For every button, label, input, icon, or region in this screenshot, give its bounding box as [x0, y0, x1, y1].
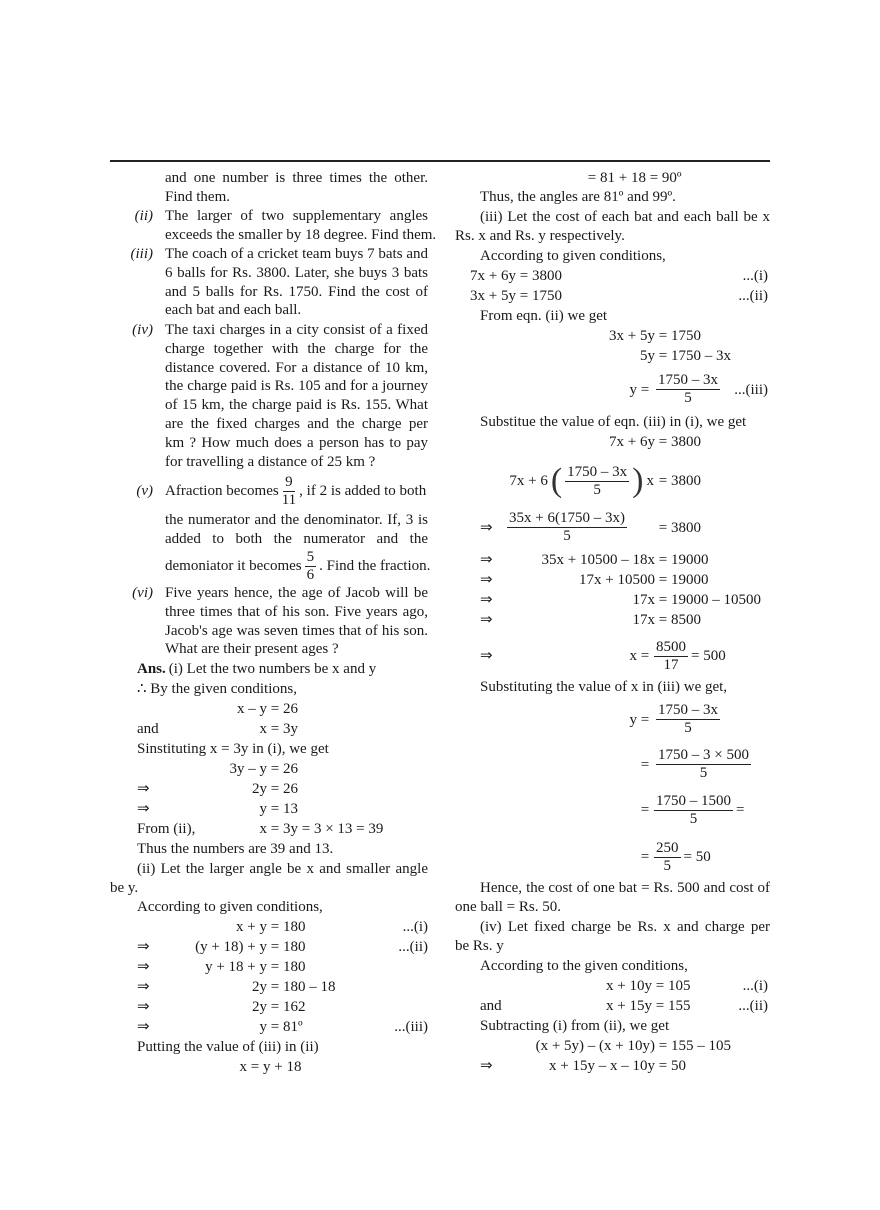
- denominator: 17: [663, 656, 679, 673]
- eq-lhs: x: [239, 1059, 247, 1075]
- text-line: From eqn. (ii) we get: [480, 308, 608, 324]
- numerator: 250: [656, 839, 679, 856]
- eq-prefix: ⇒: [137, 939, 150, 955]
- eq-prefix: ⇒: [480, 592, 493, 608]
- eq-lhs: (x + 5y) – (x + 10y): [535, 1038, 655, 1054]
- eq-lhs: 17x + 10500: [579, 572, 655, 588]
- question-label: (iii): [130, 246, 153, 262]
- text-line: Rs. x and Rs. y respectively.: [455, 228, 625, 244]
- question-line: The coach of a cricket team buys 7 bats and: [165, 246, 428, 262]
- question-line: exceeds the smaller by 18 degree. Find them.: [165, 226, 437, 243]
- eq-tag: ...(i): [742, 268, 768, 284]
- equals-sign: =: [658, 552, 668, 568]
- eq-rhs: 162: [283, 999, 306, 1015]
- numerator: 1750 – 3x: [567, 463, 628, 480]
- eq-tag: ...(iii): [734, 382, 768, 398]
- eq-rhs: 1750: [671, 328, 701, 344]
- eq-lhs: 17x: [632, 592, 655, 608]
- eq-lhs: y: [629, 382, 637, 398]
- text-line: the numerator and the denominator. If, 3 is: [165, 512, 428, 528]
- equals-sign: =: [658, 1038, 668, 1054]
- question-label: (v): [136, 483, 153, 499]
- eq-lhs: 7x + 6y: [609, 434, 655, 450]
- eq-rhs: 19000: [671, 572, 709, 588]
- eq-lhs: x + 15y – x – 10y: [549, 1058, 655, 1074]
- equals-sign: =: [640, 802, 650, 818]
- equals-sign: =: [640, 382, 650, 398]
- eq-lhs: x: [629, 648, 637, 664]
- text-line: be y.: [110, 880, 139, 896]
- fraction: [656, 747, 751, 782]
- equals-sign: =: [640, 849, 650, 865]
- text-segment: , if 2 is added to both: [299, 483, 427, 499]
- text-segment: Afraction becomes: [165, 483, 279, 499]
- question-line: [165, 471, 426, 511]
- equals-sign: =: [658, 612, 668, 628]
- eq-tag: ...(iii): [394, 1019, 428, 1035]
- equals-sign: =: [658, 473, 668, 489]
- text-line: (ii) Let the larger angle be x and smaller angle: [137, 861, 428, 877]
- text-segment: x: [646, 473, 654, 489]
- eq-rhs: 180: [283, 919, 306, 935]
- eq-rhs: 81º: [283, 1019, 303, 1035]
- eq-lhs: y + 18 + y: [205, 959, 267, 975]
- numerator: 1750 – 3x: [658, 372, 718, 388]
- numerator: 1750 – 3 × 500: [658, 747, 749, 763]
- eq-lhs: y: [259, 801, 267, 817]
- text-line: According to given conditions,: [480, 248, 666, 264]
- text-line: Putting the value of (iii) in (ii): [137, 1039, 319, 1055]
- eq-rhs: 1750 – 3x: [671, 348, 731, 364]
- equals-sign: =: [640, 757, 650, 773]
- eq-rhs: 50: [671, 1058, 686, 1074]
- text-line: Hence, the cost of one bat = Rs. 500 and cost of: [480, 880, 770, 896]
- eq-prefix: and: [137, 721, 159, 737]
- eq-rhs: 26: [283, 761, 298, 777]
- eq-rhs: 105: [668, 978, 691, 994]
- eq-lhs: y: [629, 712, 637, 728]
- eq-rhs: 180 – 18: [283, 979, 336, 995]
- equals-sign: =: [658, 348, 668, 364]
- numerator: 1750 – 3x: [658, 702, 718, 718]
- eq-rhs: [654, 790, 744, 830]
- equals-sign: =: [270, 999, 280, 1015]
- eq-lhs: 35x + 10500 – 18x: [541, 552, 655, 568]
- open-paren: (: [550, 462, 563, 499]
- question-line: charge together with the charge for the: [165, 340, 428, 357]
- eq-lhs: y: [259, 1019, 267, 1035]
- eq-prefix: ⇒: [480, 572, 493, 588]
- question-line: km ? How much does a person has to pay: [165, 434, 428, 451]
- numerator: 8500: [656, 638, 686, 655]
- denominator: 5: [689, 810, 698, 827]
- eq-rhs: 180: [283, 959, 306, 975]
- eq-tag: ...(ii): [398, 939, 428, 955]
- eq-lhs: 3x + 5y: [470, 288, 516, 304]
- text-line: According to given conditions,: [137, 899, 323, 915]
- eq-lhs: x: [259, 821, 267, 837]
- question-line: and 5 balls for Rs. 1750. Find the cost of: [165, 283, 428, 300]
- text-line: (iii) Let the cost of each bat and each ball be x: [480, 209, 770, 225]
- eq-prefix: ⇒: [480, 552, 493, 568]
- eq-rhs: 13: [283, 801, 298, 817]
- fraction: [654, 840, 681, 875]
- equals-sign: =: [640, 648, 650, 664]
- eq-prefix: ⇒: [137, 999, 150, 1015]
- text-line: be Rs. y: [455, 938, 504, 954]
- eq-lhs: x + 10y: [606, 978, 652, 994]
- equals-sign: =: [270, 959, 280, 975]
- fraction: [507, 510, 627, 545]
- question-line: The larger of two supplementary angles: [165, 208, 428, 224]
- eq-prefix: ⇒: [137, 1019, 150, 1035]
- eq-tag: ...(i): [402, 919, 428, 935]
- denominator: 5: [684, 390, 692, 406]
- equals-sign: =: [270, 979, 280, 995]
- eq-lhs: (y + 18) + y: [195, 939, 267, 955]
- eq-rhs: 1750: [532, 288, 562, 304]
- denominator: 5: [699, 765, 708, 781]
- denominator: 5: [663, 857, 671, 874]
- eq-rhs: 26: [283, 781, 298, 797]
- equals-sign: =: [658, 328, 668, 344]
- question-line: Jacob's age was seven times that of his son.: [165, 622, 428, 639]
- equals-sign: =: [640, 712, 650, 728]
- fraction: [282, 474, 296, 509]
- text-line: Find them.: [165, 189, 231, 205]
- eq-rhs: 3800: [671, 473, 701, 489]
- denominator: 5: [684, 720, 692, 736]
- text-segment: . Find the fraction.: [319, 558, 431, 574]
- eq-prefix: ⇒: [480, 648, 493, 664]
- close-paren: ): [632, 462, 644, 499]
- question-line: for travelling a distance of 25 km ?: [165, 453, 376, 470]
- eq-rhs: 81 + 18 = 90º: [600, 170, 682, 186]
- fraction: [654, 639, 688, 674]
- fraction: [656, 372, 720, 407]
- eq-rhs: 3y: [283, 721, 298, 737]
- eq-prefix: ⇒: [480, 612, 493, 628]
- header-rule: [110, 160, 770, 162]
- eq-lhs: 2y: [252, 979, 267, 995]
- eq-rhs: 19000 – 10500: [671, 592, 761, 608]
- denominator: 11: [281, 491, 297, 508]
- equals-sign: =: [519, 268, 529, 284]
- eq-lhs: x + 15y: [606, 998, 652, 1014]
- question-line: [165, 546, 430, 586]
- eq-lhs: 2y: [252, 781, 267, 797]
- eq-rhs: 8500: [671, 612, 701, 628]
- text-line: According to the given conditions,: [480, 958, 688, 974]
- eq-tag: ...(i): [742, 978, 768, 994]
- denominator: 6: [306, 566, 315, 583]
- question-line: the charge paid is Rs. 105 and for a journey: [165, 378, 428, 395]
- eq-tag: ...(ii): [738, 998, 768, 1014]
- equals-sign: =: [250, 1059, 260, 1075]
- equals-sign: =: [270, 761, 280, 777]
- equals-sign: =: [655, 978, 665, 994]
- eq-lhs: 3x + 5y: [609, 328, 655, 344]
- eq-prefix: ⇒: [480, 1058, 493, 1074]
- equals-sign: =: [587, 170, 597, 186]
- question-label: (iv): [132, 322, 153, 338]
- eq-rhs: y + 18: [263, 1059, 302, 1075]
- text-line: (iv) Let fixed charge be Rs. x and charge per: [480, 919, 770, 935]
- text-line: Thus the numbers are 39 and 13.: [137, 841, 334, 857]
- eq-prefix: From (ii),: [137, 821, 196, 837]
- text-line: Substituting the value of x in (iii) we get,: [480, 679, 728, 695]
- text-line: ∴ By the given conditions,: [137, 681, 297, 697]
- denominator: 5: [563, 528, 571, 544]
- numerator: 1750 – 1500: [656, 792, 731, 809]
- eq-prefix: and: [480, 998, 502, 1014]
- text-line: added to both the numerator and the: [165, 531, 428, 547]
- eq-lhs: x + y: [236, 919, 267, 935]
- eq-rhs: 19000: [671, 552, 709, 568]
- fraction: [656, 702, 720, 737]
- eq-prefix: ⇒: [137, 781, 150, 797]
- equals-sign: =: [270, 939, 280, 955]
- equals-sign: =: [658, 520, 668, 536]
- eq-rhs: 3800: [671, 520, 701, 536]
- eq-rhs: 3800: [671, 434, 701, 450]
- eq-lhs: x – y: [237, 701, 267, 717]
- eq-lhs: 5y: [640, 348, 655, 364]
- eq-rhs: [654, 636, 726, 676]
- question-line: The taxi charges in a city consist of a fixed: [165, 322, 428, 338]
- equals-sign: =: [270, 919, 280, 935]
- denominator: 5: [593, 481, 601, 498]
- equals-sign: =: [658, 1058, 668, 1074]
- question-label: (ii): [134, 208, 153, 224]
- eq-lhs: [509, 461, 654, 501]
- equals-sign: =: [658, 592, 668, 608]
- answer-label: Ans.: [137, 661, 166, 677]
- question-line: distance covered. For a distance of 10 km,: [165, 359, 428, 376]
- text-line: Subtracting (i) from (ii), we get: [480, 1018, 670, 1034]
- fraction: [654, 793, 733, 828]
- eq-prefix: ⇒: [480, 520, 493, 536]
- text-segment: =: [736, 802, 745, 818]
- equals-sign: =: [270, 1019, 280, 1035]
- eq-prefix: ⇒: [137, 959, 150, 975]
- eq-tag: ...(ii): [738, 288, 768, 304]
- eq-rhs: 155 – 105: [671, 1038, 731, 1054]
- fraction: [305, 549, 317, 584]
- text-line: Thus, the angles are 81º and 99º.: [480, 189, 676, 205]
- text-segment: 7x + 6: [509, 473, 548, 489]
- eq-lhs: 7x + 6y: [470, 268, 516, 284]
- equals-sign: =: [655, 998, 665, 1014]
- eq-lhs: 3y – y: [229, 761, 267, 777]
- numerator: 5: [306, 548, 315, 565]
- equals-sign: =: [270, 801, 280, 817]
- text-line: and one number is three times the other.: [165, 170, 428, 186]
- equals-sign: =: [519, 288, 529, 304]
- text-segment: (i) Let the two numbers be x and y: [168, 661, 377, 677]
- eq-lhs: 2y: [252, 999, 267, 1015]
- eq-rhs: 3y = 3 × 13 = 39: [283, 821, 384, 837]
- eq-prefix: ⇒: [137, 801, 150, 817]
- numerator: 9: [285, 473, 293, 490]
- equals-sign: =: [658, 572, 668, 588]
- equals-sign: =: [270, 781, 280, 797]
- text-line: one ball = Rs. 50.: [455, 899, 561, 915]
- eq-rhs: 3800: [532, 268, 562, 284]
- text-segment: = 500: [691, 648, 726, 664]
- eq-prefix: ⇒: [137, 979, 150, 995]
- question-line: 6 balls for Rs. 3800. Later, she buys 3 bats: [165, 264, 428, 281]
- eq-rhs: 180: [283, 939, 306, 955]
- text-line: Substitue the value of eqn. (iii) in (i), we get: [480, 414, 747, 430]
- numerator: 35x + 6(1750 – 3x): [509, 510, 625, 526]
- question-line: three times that of his son. Five years ago,: [165, 603, 428, 620]
- text-segment: = 50: [683, 849, 711, 865]
- question-line: are the fixed charges and the charge per: [165, 416, 428, 432]
- question-line: of 15 km, the charge paid is Rs. 155. What: [165, 397, 428, 414]
- eq-lhs: x: [259, 721, 267, 737]
- equals-sign: =: [270, 721, 280, 737]
- text-line: Sinstituting x = 3y in (i), we get: [137, 741, 329, 757]
- question-line: Five years hence, the age of Jacob will be: [165, 585, 428, 601]
- equals-sign: =: [270, 701, 280, 717]
- text-segment: demoniator it becomes: [165, 558, 302, 574]
- equals-sign: =: [658, 434, 668, 450]
- eq-rhs: 155: [668, 998, 691, 1014]
- fraction: [565, 464, 629, 499]
- question-line: What are their present ages ?: [165, 641, 339, 658]
- eq-lhs: 17x: [632, 612, 655, 628]
- equals-sign: =: [270, 821, 280, 837]
- eq-rhs: [654, 837, 711, 877]
- question-line: each bat and each ball.: [165, 302, 302, 319]
- question-label: (vi): [132, 585, 153, 601]
- eq-rhs: 26: [283, 701, 298, 717]
